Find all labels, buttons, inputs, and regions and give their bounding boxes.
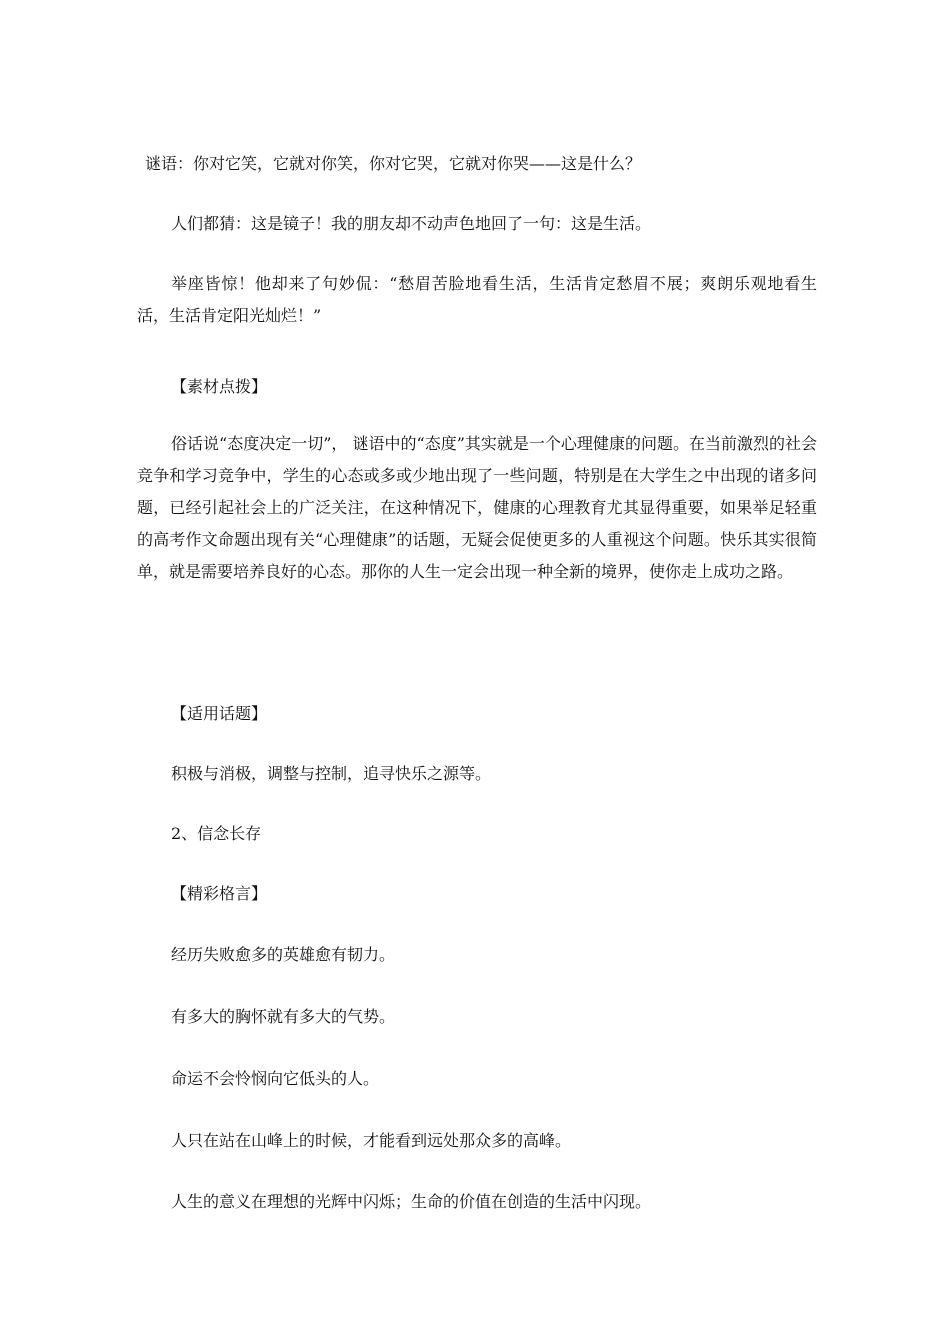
- quote-item: 人只在站在山峰上的时候，才能看到远处那众多的高峰。: [171, 1131, 572, 1150]
- section-heading-topics: 【适用话题】: [171, 704, 268, 723]
- quote-item: 人生的意义在理想的光辉中闪烁；生命的价值在创造的生活中闪现。: [171, 1192, 652, 1211]
- reply-paragraph: 举座皆惊！他却来了句妙侃：“愁眉苦脸地看生活，生活肯定愁眉不展；爽朗乐观地看生活，生活肯定阳光灿烂！”: [137, 274, 817, 325]
- riddle-text: 谜语：你对它笑，它就对你笑，你对它哭，它就对你哭——这是什么？: [145, 154, 642, 173]
- quote-item: 经历失败愈多的英雄愈有韧力。: [171, 945, 396, 964]
- topic-title: 2、信念长存: [171, 824, 262, 843]
- section-heading-material: 【素材点拨】: [171, 377, 268, 396]
- guess-text: 人们都猜：这是镜子！我的朋友却不动声色地回了一句：这是生活。: [171, 214, 652, 233]
- quote-item: 有多大的胸怀就有多大的气势。: [171, 1007, 396, 1026]
- section-heading-quotes: 【精彩格言】: [171, 884, 268, 903]
- topics-text: 积极与消极，调整与控制，追寻快乐之源等。: [171, 764, 492, 783]
- material-paragraph: 俗话说“态度决定一切”， 谜语中的“态度”其实就是一个心理健康的问题。在当前激烈的社会竞争和学习竞争中，学生的心态或多或少地出现了一些问题，特别是在大学生之中出现的诸多问题，已经引起社会上的广泛关注，在这种情况下，健康的心理教育尤其显得重要，如果举足轻重的高考作文命题出现有关“心理健康”的话题，无疑会促使更多的人重视这个问题。快乐其实很简单，就是需要培养良好的心态。那你的人生一定会出现一种全新的境界，使你走上成功之路。: [137, 434, 817, 581]
- quote-item: 命运不会怜悯向它低头的人。: [171, 1069, 380, 1088]
